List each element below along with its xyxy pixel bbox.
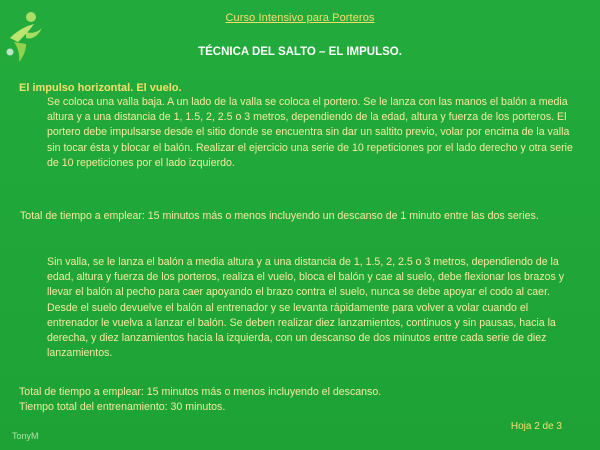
course-title: Curso Intensivo para Porteros: [225, 12, 375, 24]
section-title: TÉCNICA DEL SALTO – EL IMPULSO.: [198, 46, 402, 58]
paragraph-time-1: Total de tiempo a emplear: 15 minutos más o menos incluyendo un descanso de 1 minuto entre las dos series.: [20, 210, 539, 222]
total-training-line: Tiempo total del entrenamiento: 30 minutos.: [19, 401, 226, 414]
summary-block: [19, 385, 579, 415]
author-watermark: TonyM: [12, 431, 39, 441]
page-indicator: Hoja 2 de 3: [510, 421, 562, 432]
subheading: El impulso horizontal. El vuelo.: [19, 82, 182, 94]
paragraph-exercise-2: Sin valla, se le lanza el balón a media altura y a una distancia de 1, 1.5, 2, 2.5 o 3 metros, dependiendo de la edad, altura y fuerza de los porteros, realiza el vuelo, bloca el balón y cae al suelo, debe flexionar los brazos y llevar el balón al pecho para caer apoyando el brazo contra el suelo, nunca se debe apoyar el codo al caer. Desde el suelo devuelve el balón al entrenador y se levanta rápidamente para volver a volar cuando el entrenador le vuelva a lanzar el balón. Se deben realizar diez lanzamientos, continuos y sin pausas, hacia la derecha, y diez lanzamientos hacia la izquierda, con un descanso de dos minutos entre cada serie de diez lanzamientos.: [47, 256, 565, 360]
total-time-line: Total de tiempo a emplear: 15 minutos más o menos incluyendo el descanso.: [19, 386, 382, 398]
paragraph-exercise-1: Se coloca una valla baja. A un lado de la valla se coloca el portero. Se le lanza con las manos el balón a media altura y a una distancia de 1, 1.5, 2, 2.5 o 3 metros, dependiendo de la edad, altura y fuerza de los porteros. El portero debe impulsarse desde el sitio donde se encuentra sin dar un saltito previo, volar por encima de la valla sin tocar ésta y blocar el balón. Realizar el ejercicio una serie de 10 repeticiones por el lado derecho y otra serie de 10 repeticiones por el lado izquierdo.: [47, 96, 573, 169]
